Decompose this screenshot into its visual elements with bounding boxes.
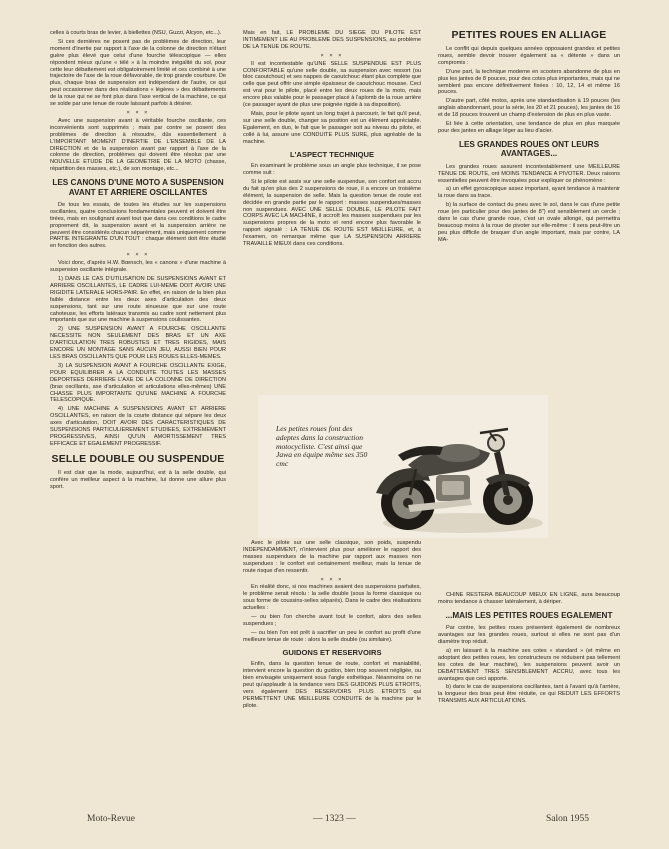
paragraph: Si le pilote est assis sur une selle suspendue, son confort est accru du fait qu'en plus des 2 suspensions de roue, il a encore un troisième élément, la suspension de selle. Mais la question tenue de route est décidée en grande partie par le rapport : masses suspendues/masses non suspendues. AVEC UNE SELLE DOUBLE, LE PILOTE FAIT CORPS AVEC LA MACHINE, il accroît les masses suspendues par les suspensions propres de la moto et rend encore plus favorable le rapport signalé : LA TENUE DE ROUTE EST MEILLEURE, et, à l'examen, on remarque même que LA SUSPENSION ARRIERE TRAVAILLE MIEUX dans ces conditions. [243, 178, 421, 248]
paragraph: Si ces dernières ne posent pas de problèmes de direction, leur moment d'inertie par rapport à l'axe de la colonne de direction n'étant guère plus élevé que celui d'une fourche télescopique — elles répondent mieux qu'une « télé » à la moindre inégalité du sol, pour cette leur débattement est obligatoirement limité et ces combiné à une trajectoire de l'axe de la roue défavorable, de trop grande courbure. De plus, chaque bras de suspension est indépendant de l'autre, ce qui peut occasionner dans des réalisations « légères » des débattements de la roue qui ne se font plus dans l'axe vertical de la machine, ce qui se solde par une tenue de route laissant parfois à désirer. [50, 38, 226, 108]
paragraph: — ou bien l'on est prêt à sacrifier un peu le confort au profit d'une meilleure tenue de route : alors la selle double (ou similaire). [243, 629, 421, 643]
paragraph: Il est clair que la mode, aujourd'hui, est à la selle double, qui confère un meilleur aspect à la machine, lui donne une allure plus sport. [50, 469, 226, 490]
section-separator: × × × [320, 576, 344, 583]
section-heading: GUIDONS ET RESERVOIRS [282, 647, 382, 657]
paragraph: b) dans le cas de suspensions oscillantes, tant à l'avant qu'à l'arrière, la longueur des bras peut être réduite, ce qui REDUIT LES EFFORTS TRANSMIS AUX ARTICULATIONS. [438, 684, 620, 705]
paragraph: 1) DANS LE CAS D'UTILISATION DE SUSPENSIONS AVANT ET ARRIERE OSCILLANTES, LE CADRE LUI-MEME DOIT AVOIR UNE RIGIDITE LATERALE HORS-PAIR. En effet, en raison de la bien plus faible distance entre les deux axes d'articulation des deux suspensions, tant sur une route sinueuse que sur une route cahoteuse, les efforts latéraux transmis au cadre sont nettement plus importants que sur une machine à suspensions coulissantes. [50, 276, 226, 324]
paragraph: celles à courts bras de levier, à biellettes (NSU, Guzzi, Alcyon, etc...). [50, 30, 222, 36]
paragraph: D'une part, la technique moderne en scooters abandonne de plus en plus les jantes de 8 pouces, pour des cotes plus importantes, mais qui ne semblent pas encore définitivement fixées : 10, 12, 14 et même 16 pouces. [438, 68, 620, 96]
paragraph: Voici donc, d'après H.W. Bœnsch, les « canons » d'une machine à suspension oscillante intégrale. [50, 260, 226, 274]
paragraph: Mais, pour le pilote ayant un long trajet à parcourir, le fait qu'il peut, sur une selle double, changer sa position est un élément appréciable. Egalement, en duo, le fait que le passager soit au niveau du pilote, et collé à lui, assure une CONDUITE PLUS SURE, plus agréable de la machine. [243, 110, 421, 145]
paragraph: Avec une suspension avant à véritable fourche oscillante, ces inconvénients sont supprimés ; mais par contre se posent des problèmes de direction à résoudre, dûs essentiellement à L'IMPORTANT MOMENT D'INERTIE DE L'ENSEMBLE DE LA DIRECTION et de la suspension avant par rapport à l'axe de la colonne de direction, problèmes qui doivent être résolus par une NOUVELLE ETUDE DE LA GEOMETRIE DE LA MOTO (chasse, répartition des masses, etc.), de son montage, etc... [50, 117, 226, 173]
section-heading: SELLE DOUBLE OU SUSPENDUE [51, 452, 225, 465]
footer-issue: Salon 1955 [546, 814, 590, 824]
paragraph: 4) UNE MACHINE A SUSPENSIONS AVANT ET ARRIERE OSCILLANTES, en raison de la courte distance qui sépare les deux axes d'articulation, DOIT AVOIR DES CARACTERISTIQUES DE SUSPENSIONS PARTICULIEREMENT ETUDIEES, EXTREMEMENT PROGRESSIVES, AINSI QU'UN AMORTISSEMENT TRES EFFICACE ET EGALEMENT PROGRESSIF. [50, 406, 226, 447]
paragraph: 2) UNE SUSPENSION AVANT A FOURCHE OSCILLANTE NECESSITE NON SEULEMENT DES BRAS ET UN AXE D'ARTICULATION TRES ROBUSTES ET TRES RIGIDES, MAIS ENCORE UN MONTAGE SANS AUCUN JEU, AUSSI BIEN POUR LES BRAS OSCILLANTS QUE POUR LES ROUES ELLES-MEMES. [50, 326, 226, 360]
paragraph: 3) LA SUSPENSION AVANT A FOURCHE OSCILLANTE EXIGE, POUR EQUILIBRER A LA CONDUITE TOUTES LES MASSES DEPORTEES DERRIERE L'AXE DE LA COLONNE DE DIRECTION (bras oscillants, axe d'articulation et articulations elles-mêmes) UNE CHASSE PLUS IMPORTANTE QU'UNE MACHINE A FOURCHE TELESCOPIQUE. [50, 362, 226, 404]
motorcycle-photo [258, 395, 548, 538]
paragraph: Mais en fait, LE PROBLEME DU SIEGE DU PILOTE EST INTIMEMENT LIE AU PROBLEME DES SUSPENSIONS, au problème DE LA TENUE DE ROUTE. [243, 30, 421, 50]
section-heading: LES CANONS D'UNE MOTO A SUSPENSION AVANT ET ARRIERE OSCILLANTES [52, 178, 224, 197]
paragraph: CHINE RESTERA BEAUCOUP MIEUX EN LIGNE, aura beaucoup moins tendance à chasser latéralement, à dériper. [438, 592, 620, 605]
paragraph: De tous les essais, de toutes les études sur les suspensions oscillantes, quatre conclusions fondamentales peuvent et doivent être tirées, mais en soulignant avant tout que dans ces conditions le cadre proprement dit, la suspension avant et la suspension arrière ne peuvent être considérés chacun séparément, mais uniquement comme PARTIE INTEGRANTE D'UN TOUT : chaque élément doit être étudié en fonction des autres. [50, 201, 226, 250]
section-separator: × × × [320, 52, 344, 59]
paragraph: Les grandes roues assurent incontestablement une MEILLEURE TENUE DE ROUTE, ont MOINS TENDANCE A PIVOTER. Deux raisons essentielles peuvent être invoquées pour expliquer ce phénomène : [438, 163, 620, 184]
paragraph: a) en laissant à la machine ses cotes « standard » (et même en adoptant des petites roues, les constructeurs ne réduisent pas tellement les cotes de leur machine), les suspensions peuvent avoir un DEBATTEMENT TRES SENSIBLEMENT ACCRU, avec tous les avantages que ceci apporte. [438, 647, 620, 682]
footer-magazine-name: Moto-Revue [87, 814, 136, 824]
column-2 [243, 30, 421, 250]
section-separator: × × × [126, 109, 150, 116]
section-heading: PETITES ROUES EN ALLIAGE [451, 29, 607, 41]
paragraph: Par contre, les petites roues présentent également de nombreux avantages sur les grandes roues, surtout si elles ne sont pas d'un diamètre trop réduit. [438, 625, 620, 646]
section-separator: × × × [126, 252, 150, 259]
section-heading: LES GRANDES ROUES ONT LEURS AVANTAGES... [458, 139, 600, 159]
footer-page-number: — 1323 — [313, 814, 356, 824]
paragraph: En réalité donc, si nos machines avaient des suspensions parfaites, le problème serait résolu : la selle double (sous la forme classique ou sous forme de coussins-selles séparés). Dans le cadre des réalisations actuelles : [243, 584, 421, 612]
paragraph: Il est incontestable qu'UNE SELLE SUSPENDUE EST PLUS CONFORTABLE qu'une selle double, sa suspension avec ressort (ou bloc caoutchouc) et ses nappes de caoutchouc étant plus complète que celle que peut offrir une simple épaisseur de caoutchouc mousse. Ceci est vrai pour le pilote, placé entre les deux roues de la moto, mais encore plus valable pour le passager placé à l'aplomb de la roue arrière (ce passager ayant de plus une poignée rigide à sa disposition). [243, 60, 421, 109]
paragraph: Et liée à cette orientation, une tendance de plus en plus marquée pour des jantes en alliage léger au lieu d'acier. [438, 121, 620, 134]
paragraph: D'autre part, côté motos, après une standardisation à 19 pouces (les anglais abandonnant, pour la série, les 20 et 21 pouces), les jantes de 16 et de 18 pouces trouvent un champ d'extension de plus en plus vaste. [438, 98, 620, 119]
column-2-lower [243, 540, 421, 712]
section-heading: ...MAIS LES PETITES ROUES EGALEMENT [445, 610, 613, 620]
paragraph: — ou bien l'on cherche avant tout le confort, alors des selles suspendues ; [243, 614, 421, 627]
column-3 [438, 30, 620, 246]
column-3-lower [438, 592, 620, 707]
paragraph: Enfin, dans la question tenue de route, confort et maniabilité, intervient encore la question du guidon, bien trop souvent négligée, ou bien envisagée uniquement sous l'angle esthétique. Néanmoins on ne peut qu'applaudir à la tendance vers DES GUIDONS PLUS ETROITS, vers également DES RESERVOIRS PLUS ETROITS qui PERMETTENT UNE MEILLEURE CONDUITE de la machine par le pilote. [243, 661, 421, 709]
paragraph: Le conflit qui depuis quelques années opposaient grandes et petites roues, semble devoir trouver également sa « détente » dans un compromis : [438, 46, 620, 66]
paragraph: En examinant le problème sous un angle plus technique, il se pose comme suit : [243, 163, 421, 176]
paragraph: b) la surface de contact du pneu avec le sol, dans le cas d'une petite roue (en particulier pour des jantes de 8") est sensiblement un cercle ; dans le cas d'une grande roue, c'est un ovale allongé, qui permettra beaucoup moins à la roue de pivoter sur elle-même : il sera peut-être un peu plus difficile de braquer d'un angle important, mais par contre, LA MA- [438, 202, 620, 243]
photo-caption: Les petites roues font des adeptes dans la construction motocycliste. C'est ainsi que Jawa en équipe même ses 350 cmc [276, 424, 368, 469]
paragraph: a) un effet gyroscopique assez important, ayant tendance à maintenir la roue dans sa trace. [438, 186, 620, 200]
section-heading: L'ASPECT TECHNIQUE [289, 149, 375, 159]
column-1 [50, 30, 226, 492]
paragraph: Avec le pilote sur une selle classique, son poids, suspendu INDEPENDAMMENT, n'intervient plus pour améliorer le rapport des masses suspendues de la machine par rapport aux masses non suspendues : le confort est certainement meilleur, mais la tenue de route risque d'en ressentir. [243, 540, 421, 574]
